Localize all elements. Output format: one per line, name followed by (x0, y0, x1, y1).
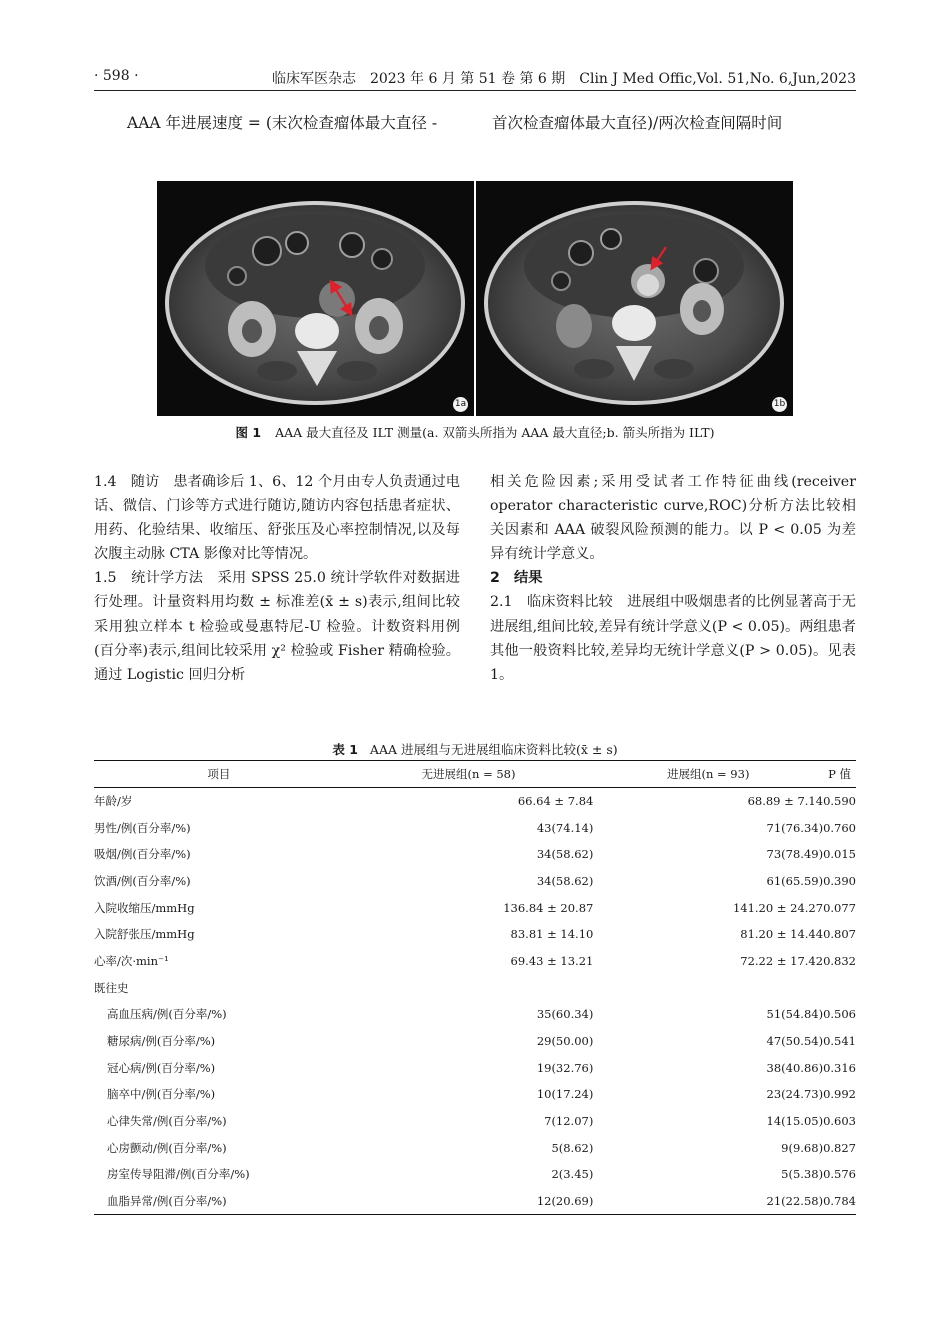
table-caption (94, 740, 856, 758)
cell-no-progress: 34(58.62) (536, 847, 594, 862)
table-row (94, 894, 856, 921)
ct-image-1b (476, 181, 793, 416)
table-row (94, 1108, 856, 1135)
cell-progress: 61(65.59) (766, 873, 824, 888)
cell-progress: 9(9.68) (781, 1140, 824, 1155)
cell-progress: 47(50.54) (766, 1034, 824, 1049)
header-p-value: P 值 (823, 761, 856, 788)
table-caption-text: AAA 进展组与无进展组临床资料比较(x̄ ± s) (369, 742, 618, 757)
cell-progress: 141.20 ± 24.27 (732, 900, 824, 915)
cell-p-value: 0.760 (823, 820, 856, 835)
figure-caption-text: AAA 最大直径及 ILT 测量(a. 双箭头所指为 AAA 最大直径;b. 箭头所指为 ILT) (275, 425, 715, 440)
page-number: · 598 · (94, 68, 139, 84)
right-column (490, 470, 856, 687)
cell-no-progress: 136.84 ± 20.87 (503, 900, 594, 915)
row-label: 既往史 (94, 980, 129, 995)
header-no-progress: 无进展组(n = 58) (344, 761, 594, 788)
row-label: 饮酒/例(百分率/%) (94, 873, 191, 888)
table-header-row (94, 761, 856, 788)
cell-no-progress (344, 974, 594, 1001)
formula-left: AAA 年进展速度 = (末次检查瘤体最大直径 - (127, 114, 438, 132)
cell-p-value: 0.015 (823, 847, 856, 862)
left-column (94, 470, 460, 687)
table-caption-label: 表 1 (332, 742, 358, 757)
header-item: 项目 (94, 761, 344, 788)
ct-scan-drawing-a (157, 181, 474, 416)
cell-progress: 14(15.05) (766, 1114, 824, 1129)
table-row (94, 974, 856, 1001)
cell-p-value: 0.077 (823, 900, 856, 915)
cell-no-progress: 29(50.00) (536, 1034, 594, 1049)
cell-p-value: 0.827 (823, 1140, 856, 1155)
table-row (94, 948, 856, 975)
section-2-heading: 2 结果 (490, 570, 543, 587)
cell-no-progress: 43(74.14) (536, 820, 594, 835)
row-label: 吸烟/例(百分率/%) (94, 847, 191, 862)
cell-progress: 68.89 ± 7.14 (747, 794, 824, 809)
cell-progress: 72.22 ± 17.42 (740, 953, 824, 968)
cell-no-progress: 10(17.24) (536, 1087, 594, 1102)
table-row (94, 1161, 856, 1188)
cell-progress (593, 974, 823, 1001)
cell-no-progress: 66.64 ± 7.84 (517, 794, 594, 809)
cell-no-progress: 5(8.62) (551, 1140, 594, 1155)
ct-scan-drawing-b (476, 181, 793, 416)
cell-p-value: 0.603 (823, 1114, 856, 1129)
figure-caption (94, 423, 856, 441)
table-row (94, 1054, 856, 1081)
cell-progress: 81.20 ± 14.44 (740, 927, 824, 942)
clinical-data-table (94, 760, 856, 1215)
cell-p-value: 0.316 (823, 1060, 856, 1075)
figure-caption-label: 图 1 (235, 425, 262, 440)
table-row (94, 921, 856, 948)
table-row (94, 1028, 856, 1055)
figure-label-1b: 1b (772, 397, 787, 412)
row-label: 心率/次·min⁻¹ (94, 953, 169, 968)
journal-info: 临床军医杂志 2023 年 6 月 第 51 卷 第 6 期 Clin J Med Offic,Vol. 51,No. 6,Jun,2023 (271, 71, 856, 87)
cell-p-value: 0.784 (823, 1188, 856, 1215)
formula-right: 首次检查瘤体最大直径)/两次检查间隔时间 (492, 114, 783, 132)
cell-p-value: 0.832 (823, 953, 856, 968)
row-label: 高血压病/例(百分率/%) (107, 1007, 227, 1022)
table-row (94, 788, 856, 815)
cell-no-progress: 35(60.34) (536, 1007, 594, 1022)
cell-p-value: 0.576 (823, 1167, 856, 1182)
cell-p-value: 0.390 (823, 873, 856, 888)
row-label: 血脂异常/例(百分率/%) (94, 1188, 344, 1215)
table-row (94, 1081, 856, 1108)
row-label: 入院舒张压/mmHg (94, 927, 195, 942)
row-label: 心房颤动/例(百分率/%) (107, 1140, 227, 1155)
cell-no-progress: 69.43 ± 13.21 (510, 953, 594, 968)
cell-p-value: 0.590 (823, 794, 856, 809)
cell-progress: 73(78.49) (766, 847, 824, 862)
cell-p-value: 0.541 (823, 1034, 856, 1049)
header-progress: 进展组(n = 93) (593, 761, 823, 788)
cell-p-value: 0.506 (823, 1007, 856, 1022)
row-label: 脑卒中/例(百分率/%) (107, 1087, 216, 1102)
ct-image-1a (157, 181, 474, 416)
row-label: 年龄/岁 (94, 794, 133, 809)
row-label: 心律失常/例(百分率/%) (107, 1114, 227, 1129)
row-label: 冠心病/例(百分率/%) (107, 1060, 216, 1075)
cell-progress: 71(76.34) (766, 820, 824, 835)
cell-no-progress: 7(12.07) (544, 1114, 594, 1129)
cell-progress: 23(24.73) (766, 1087, 824, 1102)
table-row (94, 814, 856, 841)
cell-no-progress: 34(58.62) (536, 873, 594, 888)
row-label: 糖尿病/例(百分率/%) (107, 1034, 216, 1049)
cell-progress: 51(54.84) (766, 1007, 824, 1022)
statistics-continued: 相关危险因素;采用受试者工作特征曲线(receiver operator characteristic curve,ROC)分析方法比较相关因素和 AAA 破裂风险预测的能力。以 P < 0.05 为差异有统计学意义。 (490, 474, 856, 563)
running-header (94, 66, 856, 91)
section-1-4-followup: 1.4 随访 患者确诊后 1、6、12 个月由专人负责通过电话、微信、门诊等方式进行随访,随访内容包括患者症状、用药、化验结果、收缩压、舒张压及心率控制情况,以及每次腹主动脉 CTA 影像对比等情况。 (94, 474, 460, 563)
section-1-5-statistics: 1.5 统计学方法 采用 SPSS 25.0 统计学软件对数据进行处理。计量资料用均数 ± 标准差(x̄ ± s)表示,组间比较采用独立样本 t 检验或曼惠特尼-U 检验。计数资料用例(百分率)表示,组间比较采用 χ² 检验或 Fisher 精确检验。通过 Logistic 回归分析 (94, 570, 460, 683)
row-label: 入院收缩压/mmHg (94, 900, 195, 915)
table-row (94, 1134, 856, 1161)
table-row (94, 841, 856, 868)
cell-no-progress: 12(20.69) (344, 1188, 594, 1215)
cell-no-progress: 2(3.45) (551, 1167, 594, 1182)
section-2-1-results: 2.1 临床资料比较 进展组中吸烟患者的比例显著高于无进展组,组间比较,差异有统计学意义(P < 0.05)。两组患者其他一般资料比较,差异均无统计学意义(P > 0.05)。见表 1。 (490, 594, 856, 683)
cell-progress: 21(22.58) (593, 1188, 823, 1215)
table-row (94, 1001, 856, 1028)
cell-p-value (823, 974, 856, 1001)
cell-no-progress: 19(32.76) (536, 1060, 594, 1075)
row-label: 男性/例(百分率/%) (94, 820, 191, 835)
cell-progress: 38(40.86) (766, 1060, 824, 1075)
figure-label-1a: 1a (453, 397, 468, 412)
row-label: 房室传导阻滞/例(百分率/%) (107, 1167, 250, 1182)
cell-p-value: 0.807 (823, 927, 856, 942)
cell-no-progress: 83.81 ± 14.10 (510, 927, 594, 942)
table-row (94, 868, 856, 895)
table-row (94, 1188, 856, 1215)
cell-p-value: 0.992 (823, 1087, 856, 1102)
cell-progress: 5(5.38) (781, 1167, 824, 1182)
